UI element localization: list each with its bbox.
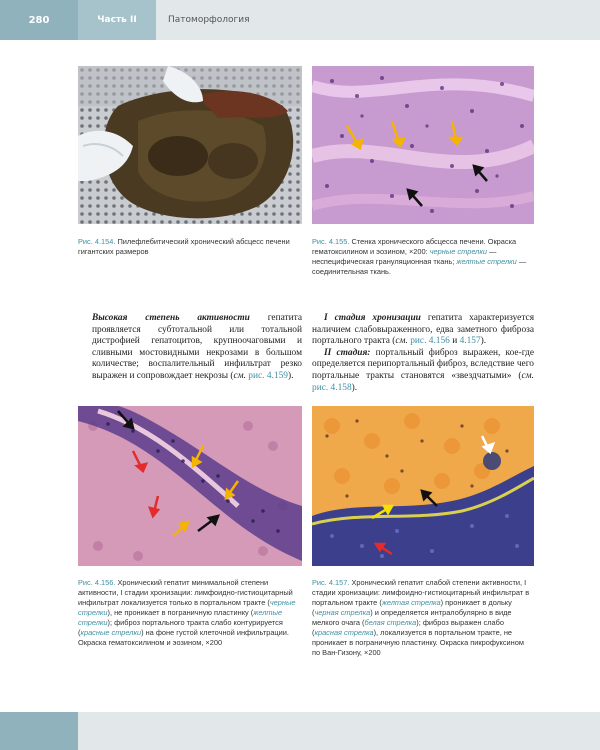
ref-fig-156[interactable]: рис. 4.156 — [410, 336, 450, 347]
figure-157-text-4: ); фиброз выражен слабо ( — [312, 618, 504, 637]
part-label: Часть II — [78, 0, 156, 40]
stage-one-term: I стадия хронизации — [324, 313, 421, 323]
body-right-paragraphs — [312, 313, 534, 394]
figure-157-text-2: ) проникает в дольку ( — [312, 598, 512, 617]
stage-two-term: II стадия: — [324, 347, 371, 358]
section-title: Патоморфология — [168, 15, 250, 25]
body-left-paragraph — [92, 313, 302, 383]
figure-156-red-arrows: красные стрелки — [80, 628, 142, 637]
figure-157-text-5: ), локализуется в портальном тракте, не проникает в пограничную пластинку. Окраска пикрофуксином по Ван-Гизону, ×200 — [312, 628, 524, 657]
page-header — [0, 0, 600, 40]
figure-155-yellow-arrows: желтые стрелки — [456, 257, 517, 266]
figure-156-caption — [78, 578, 302, 648]
figure-157-label: Рис. 4.157. — [312, 578, 350, 587]
stage-one-paragraph — [312, 313, 534, 348]
high-activity-text: гепатита проявляется субтотальной или тотальной дистрофией гепатоцитов, крупноочаговыми и сливными мостовидными некрозами в большом количестве; воспалительный инфильтрат резко выражен и сопровождает некрозы ( — [92, 313, 302, 381]
ref-fig-159[interactable]: рис. 4.159 — [248, 370, 288, 381]
figure-157-text-3: ) и определяется интралобулярно в виде мелкого очага ( — [312, 608, 512, 627]
figure-157-white-arrow: белая стрелка — [364, 618, 417, 627]
figure-155-caption — [312, 237, 534, 277]
figure-157-red-arrow: красная стрелка — [314, 628, 374, 637]
figure-155-text-2: — неспецифическая грануляционная ткань; — [312, 247, 497, 266]
figure-156-text-1: Хронический гепатит минимальной степени активности, I стадии хронизации: лимфоидно-гистиоцитарный инфильтрат локализуется только в портальном тракте ( — [78, 578, 293, 607]
figure-156-label: Рис. 4.156. — [78, 578, 116, 587]
stage-one-text: гепатита характеризуется наличием слабовыраженного, едва заметного фиброза портального тракта ( — [312, 313, 535, 347]
page-footer — [0, 712, 600, 750]
and-text: и — [449, 336, 460, 347]
figure-157-yellow-arrow: желтая стрелка — [381, 598, 441, 607]
figure-154-photo — [78, 66, 302, 224]
paragraph-end: ). — [287, 370, 294, 381]
stage-two-paragraph — [312, 348, 534, 394]
figure-156-text-2: ), не проникает в пограничную пластинку ( — [107, 608, 254, 617]
page-number: 280 — [0, 0, 78, 40]
figure-154-text: Пилефлебитический хронический абсцесс печени гигантских размеров — [78, 237, 290, 256]
figure-156-photo — [78, 406, 302, 566]
high-activity-term: Высокая степень активности — [92, 313, 250, 323]
figure-154-caption — [78, 237, 302, 257]
figure-157-black-arrow: черная стрелка — [314, 608, 371, 617]
figure-155-black-arrows: черные стрелки — [429, 247, 487, 256]
ref-fig-158[interactable]: рис. 4.158 — [312, 382, 352, 393]
figure-156-text-4: ) на фоне густой клеточной инфильтрации. Окраска гематоксилином и эозином, ×200 — [78, 628, 289, 647]
see-label: см. — [395, 336, 408, 347]
stage-two-text: портальный фиброз выражен, кое-где определяется перипортальный фиброз, вследствие чего портальные тракты становятся «звездчатыми» ( — [312, 347, 534, 381]
figure-155-text-1: Стенка хронического абсцесса печени. Окраска гематоксилином и эозином, ×200: — [312, 237, 517, 256]
see-label: см. — [521, 370, 534, 381]
figure-155-photo — [312, 66, 534, 224]
figure-157-caption — [312, 578, 534, 658]
see-label: см. — [233, 370, 246, 381]
figure-157-photo — [312, 406, 534, 566]
paragraph-end: ). — [480, 336, 487, 347]
figure-156-yellow-arrows: желтые стрелки — [78, 608, 283, 627]
paragraph-end: ). — [351, 382, 358, 393]
ref-fig-157[interactable]: 4.157 — [459, 336, 481, 347]
figure-156-black-arrows: черные стрелки — [78, 598, 296, 617]
figure-156-text-3: ); фиброз портального тракта слабо контурируется ( — [78, 618, 283, 637]
footer-accent — [0, 712, 78, 750]
figure-155-text-3: — соединительная ткань. — [312, 257, 527, 276]
figure-154-label: Рис. 4.154. — [78, 237, 116, 246]
figure-157-text-1: Хронический гепатит слабой степени активности, I стадии хронизации: лимфоидно-гистиоцитарный инфильтрат в портальном тракте ( — [312, 578, 530, 607]
figure-155-label: Рис. 4.155. — [312, 237, 350, 246]
